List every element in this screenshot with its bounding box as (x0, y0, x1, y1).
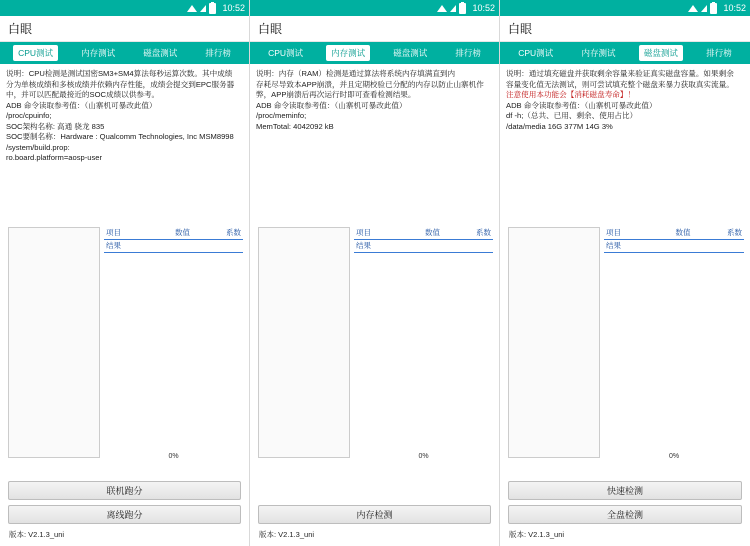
description-disk (500, 64, 750, 135)
battery-icon (459, 3, 466, 14)
signal-icon (701, 5, 707, 12)
table-header-row (104, 227, 243, 238)
tab-leaderboard[interactable]: 排行榜 (455, 48, 481, 58)
results-table-disk (604, 227, 744, 458)
version-label: 版本: V2.1.3_uni (9, 530, 65, 539)
tab-disk-test[interactable]: 磁盘测试 (393, 48, 428, 58)
adb-title: ADB 命令读取参考值：（山寨机可暴改此值） (506, 100, 657, 110)
table-header-factor: 系数 (226, 228, 241, 237)
app-title: 白眼 (8, 22, 33, 36)
status-bar-icons (187, 3, 245, 14)
signal-icon (200, 5, 206, 12)
phone-screen-memory (250, 0, 500, 546)
status-bar-icons (688, 3, 746, 14)
offline-benchmark-button[interactable]: 离线跑分 (8, 505, 241, 524)
quick-test-button[interactable]: 快速检测 (508, 481, 742, 500)
online-benchmark-button[interactable]: 联机跑分 (8, 481, 241, 500)
app-bar (500, 16, 750, 42)
status-bar-clock: 10:52 (472, 3, 495, 13)
app-title: 白眼 (508, 22, 533, 36)
desc-line: 分为单核成绩和多核成绩并依赖内存性能，成绩会提交到EPC服务器 (6, 79, 235, 89)
table-header-value: 数值 (675, 228, 691, 237)
desc-line: 说明：通过填充磁盘并获取剩余容量来验证真实磁盘容量。如果剩余 (506, 69, 734, 78)
chart-placeholder (258, 227, 350, 458)
adb-title: ADB 命令读取参考值：（山寨机可暴改此值） (6, 100, 157, 110)
tab-leaderboard[interactable]: 排行榜 (706, 48, 732, 58)
status-bar (0, 0, 249, 16)
chart-placeholder (8, 227, 100, 458)
adb-line: /proc/cpuinfo; (6, 111, 52, 120)
description-cpu (0, 64, 249, 167)
tab-cpu-test[interactable]: CPU测试 (13, 45, 58, 61)
disk-warning: 注意使用本功能会【消耗磁盘寿命】！ (506, 90, 636, 99)
phone-screen-disk (500, 0, 750, 546)
tab-bar-disk (500, 42, 750, 64)
table-header-factor: 系数 (727, 228, 742, 237)
tab-disk-test[interactable]: 磁盘测试 (639, 45, 683, 61)
adb-line: SOC架构名称: 高通 骁龙 835 (6, 121, 105, 131)
tab-bar-cpu (0, 42, 249, 64)
version-label: 版本: V2.1.3_uni (509, 530, 565, 539)
results-area-memory (250, 215, 499, 466)
adb-line: SOC要制名称：Hardware : Qualcomm Technologies, Inc MSM8998 (6, 132, 234, 141)
battery-icon (710, 3, 717, 14)
tab-leaderboard[interactable]: 排行榜 (205, 48, 231, 58)
app-bar (0, 16, 249, 42)
table-header-item: 项目 (356, 228, 371, 237)
adb-line: /system/build.prop: (6, 142, 70, 152)
adb-line: MemTotal: 4042092 kB (256, 121, 334, 131)
table-subheader: 结果 (356, 241, 371, 250)
full-disk-test-button[interactable]: 全盘检测 (508, 505, 742, 524)
adb-line: /proc/meminfo; (256, 111, 307, 120)
status-bar-icons (437, 3, 495, 14)
tab-disk-test[interactable]: 磁盘测试 (143, 48, 178, 58)
adb-line: df -h;（总共、已用、剩余、使用占比） (506, 111, 638, 120)
phone-screen-cpu (0, 0, 250, 546)
tab-cpu-test[interactable]: CPU测试 (518, 48, 554, 58)
progress-label: 0% (168, 453, 179, 460)
progress-label: 0% (418, 453, 429, 460)
desc-line: 存耗尽导致本APP崩溃，并且定期校验已分配的内存以防止山寨机作 (256, 79, 484, 89)
status-bar-clock: 10:52 (222, 3, 245, 13)
wifi-icon (187, 5, 197, 12)
bottom-actions-cpu (0, 481, 249, 546)
table-header-row (354, 227, 493, 238)
chart-placeholder (508, 227, 600, 458)
description-memory (250, 64, 499, 135)
desc-line: 容量变化值无法测试，则可尝试填充整个磁盘来暴力获取真实流量。 (506, 79, 734, 89)
app-title: 白眼 (258, 22, 283, 36)
tab-memory-test[interactable]: 内存测试 (326, 45, 370, 61)
table-header-row (604, 227, 744, 238)
table-divider (354, 252, 493, 253)
tab-memory-test[interactable]: 内存测试 (581, 48, 616, 58)
table-divider (104, 252, 243, 253)
desc-line: 弊，APP崩溃后再次运行时即可查看检测结果。 (256, 90, 416, 99)
tab-bar-memory (250, 42, 499, 64)
results-area-disk (500, 215, 750, 466)
tab-cpu-test[interactable]: CPU测试 (268, 48, 304, 58)
table-header-value: 数值 (175, 228, 190, 237)
results-table-cpu (104, 227, 243, 458)
wifi-icon (437, 5, 447, 12)
table-header-item: 项目 (106, 228, 121, 237)
signal-icon (450, 5, 456, 12)
status-bar-clock: 10:52 (723, 3, 746, 13)
table-header-item: 项目 (606, 228, 621, 237)
wifi-icon (688, 5, 698, 12)
results-area-cpu (0, 215, 249, 466)
desc-line: 中，并可以匹配最接近的SOC成绩以供参考。 (6, 90, 160, 99)
adb-line: ro.board.platform=aosp-user (6, 153, 103, 162)
version-label: 版本: V2.1.3_uni (259, 530, 315, 539)
desc-line: 说明：CPU检测是测试国密SM3+SM4算法每秒运算次数。其中成绩 (6, 69, 233, 78)
table-header-factor: 系数 (476, 228, 491, 237)
bottom-actions-memory (250, 505, 499, 546)
desc-line: 说明：内存（RAM）检测是通过算法将系统内存填满直到内 (256, 69, 456, 78)
progress-label: 0% (668, 453, 680, 460)
battery-icon (209, 3, 216, 14)
results-table-memory (354, 227, 493, 458)
adb-title: ADB 命令读取参考值：（山寨机可暴改此值） (256, 100, 407, 110)
table-subheader: 结果 (106, 241, 121, 250)
app-bar (250, 16, 499, 42)
status-bar (250, 0, 499, 16)
memory-test-button[interactable]: 内存检测 (258, 505, 491, 524)
tab-memory-test[interactable]: 内存测试 (81, 48, 116, 58)
table-divider (604, 252, 744, 253)
adb-line: /data/media 16G 377M 14G 3% (506, 121, 613, 131)
table-subheader: 结果 (606, 241, 621, 250)
table-header-value: 数值 (425, 228, 440, 237)
bottom-actions-disk (500, 481, 750, 546)
status-bar (500, 0, 750, 16)
